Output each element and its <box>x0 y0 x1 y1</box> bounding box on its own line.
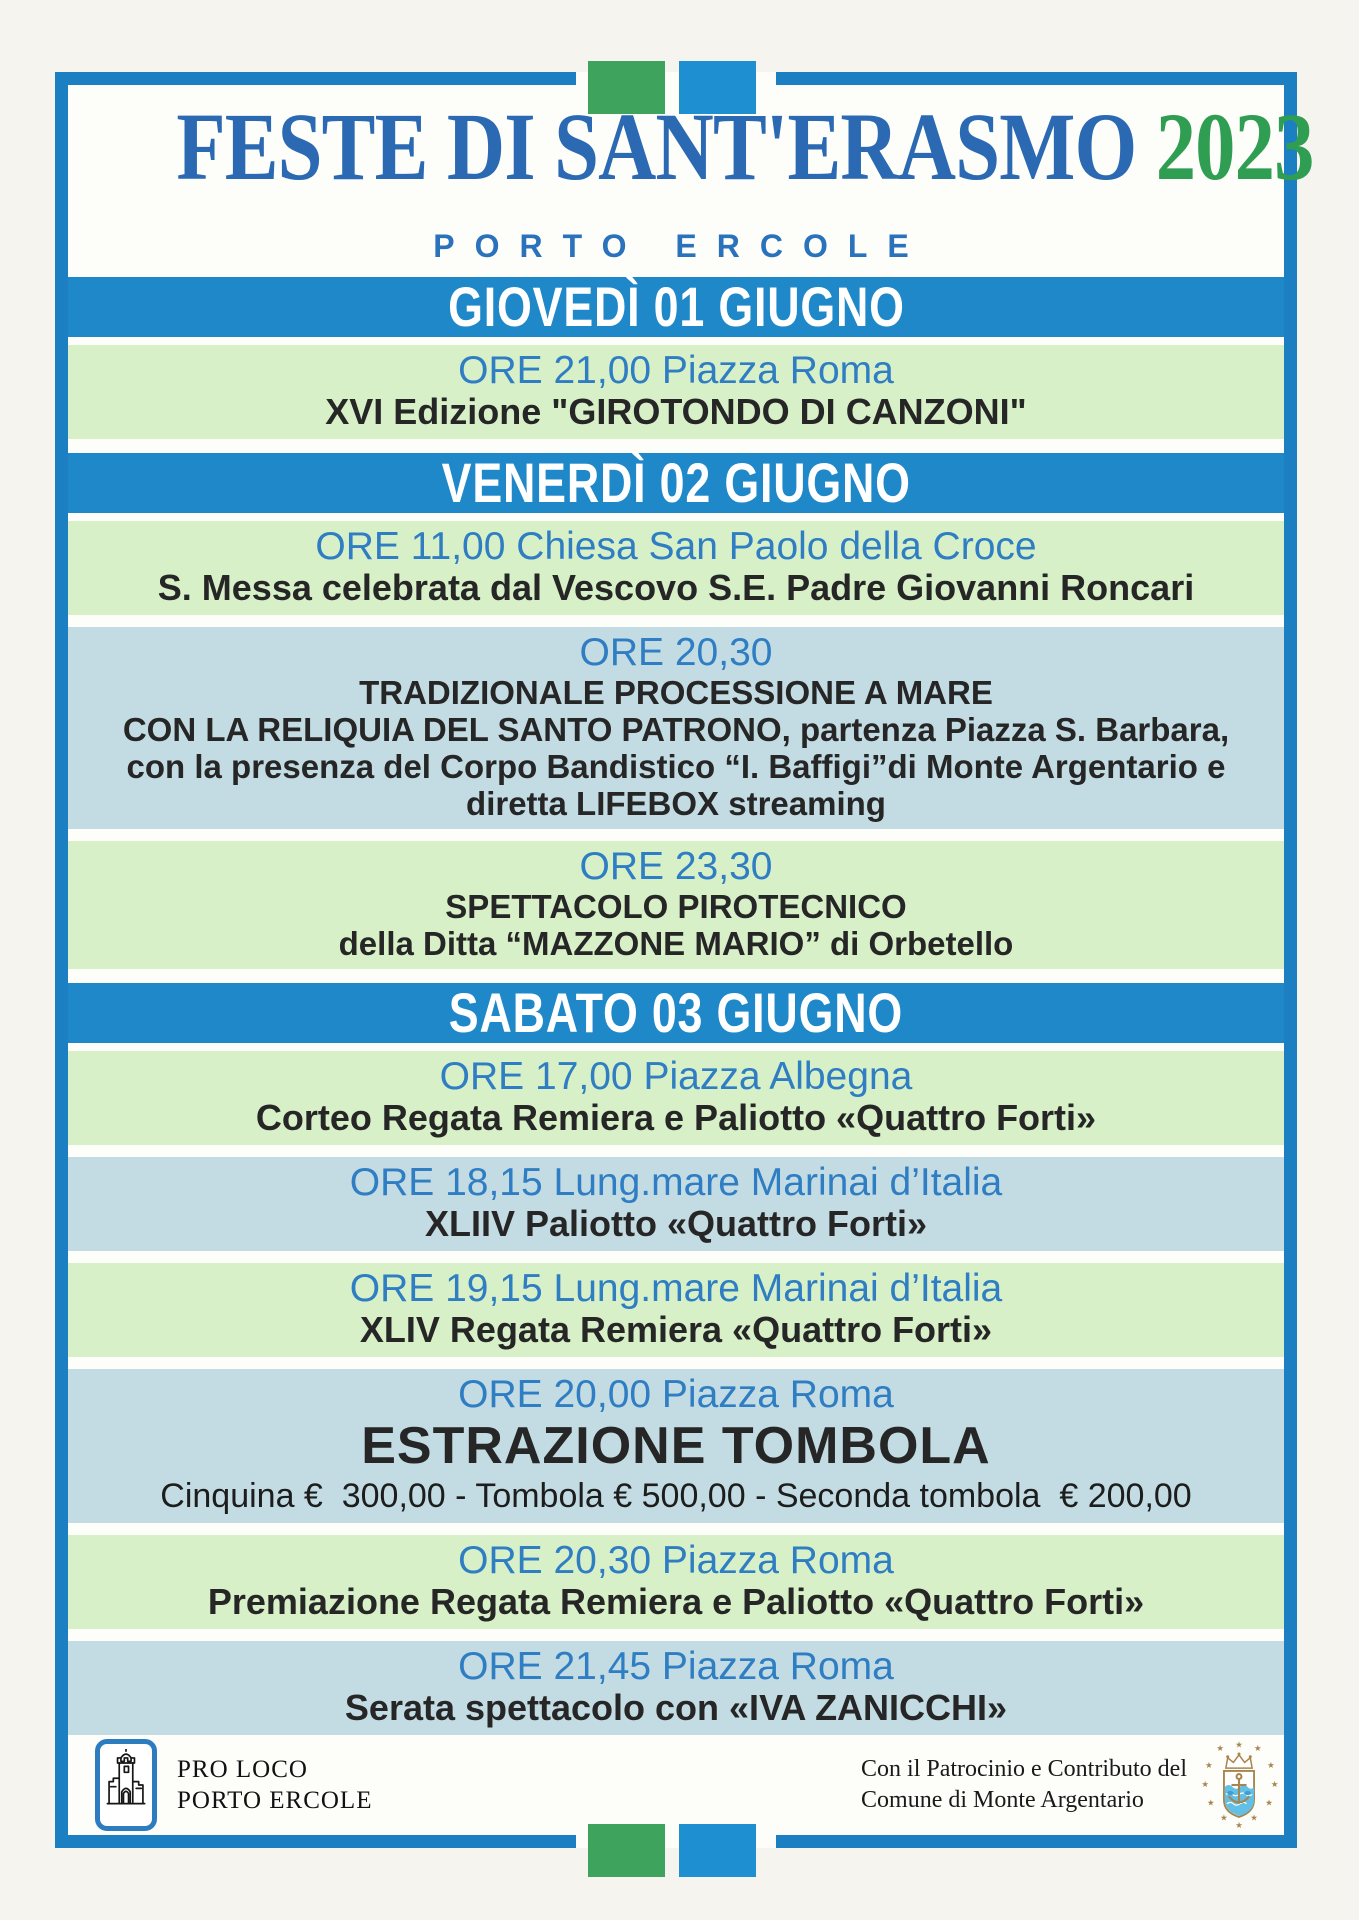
event-detail: Serata spettacolo con «IVA ZANICCHI» <box>344 1687 1008 1728</box>
svg-text:★: ★ <box>1235 1819 1243 1830</box>
org-name <box>177 1754 372 1816</box>
patronage-line2: Comune di Monte Argentario <box>861 1786 1144 1813</box>
event-time: ORE 17,00 Piazza Albegna <box>439 1055 913 1098</box>
day-band-label: VENERDÌ 02 GIUGNO <box>441 451 911 514</box>
svg-text:★: ★ <box>1207 1797 1215 1808</box>
event-row-paliotto <box>68 1157 1284 1251</box>
pro-loco-logo-frame <box>95 1739 157 1831</box>
event-detail: con la presenza del Corpo Bandistico “I. Baffigi”di Monte Argentario e <box>126 748 1226 785</box>
svg-text:★: ★ <box>1205 1759 1213 1770</box>
event-row-messa <box>68 521 1284 615</box>
poster-footer <box>95 1736 1279 1833</box>
event-row-corteo <box>68 1051 1284 1145</box>
event-row-tombola <box>68 1369 1284 1523</box>
event-time: ORE 11,00 Chiesa San Paolo della Croce <box>315 525 1037 568</box>
svg-text:★: ★ <box>1265 1797 1273 1808</box>
event-time: ORE 20,30 Piazza Roma <box>458 1539 894 1582</box>
poster-title-row <box>68 93 1314 223</box>
event-detail: TRADIZIONALE PROCESSIONE A MARE <box>359 674 993 711</box>
patronage-line1: Con il Patrocinio e Contributo del <box>861 1755 1187 1782</box>
svg-text:★: ★ <box>1250 1812 1258 1823</box>
event-detail: SPETTACOLO PIROTECNICO <box>445 888 907 925</box>
event-detail: XLIV Regata Remiera «Quattro Forti» <box>359 1309 993 1350</box>
patronage-text <box>861 1754 1187 1816</box>
svg-text:★: ★ <box>1220 1812 1228 1823</box>
poster-frame <box>55 72 1314 1848</box>
event-note: Cinquina € 300,00 - Tombola € 500,00 - Seconda tombola € 200,00 <box>160 1477 1192 1515</box>
event-detail: Corteo Regata Remiera e Paliotto «Quattro Forti» <box>255 1097 1097 1138</box>
event-detail: XVI Edizione "GIROTONDO DI CANZONI" <box>325 391 1027 432</box>
event-detail: CON LA RELIQUIA DEL SANTO PATRONO, partenza Piazza S. Barbara, <box>122 711 1230 748</box>
svg-text:★: ★ <box>1235 1738 1243 1749</box>
event-detail: della Ditta “MAZZONE MARIO” di Orbetello <box>338 925 1014 962</box>
event-row-regata <box>68 1263 1284 1357</box>
event-detail: XLIIV Paliotto «Quattro Forti» <box>424 1203 928 1244</box>
svg-text:★: ★ <box>1254 1742 1262 1753</box>
event-row-pirotecnico <box>68 841 1284 969</box>
event-time: ORE 18,15 Lung.mare Marinai d’Italia <box>349 1161 1003 1204</box>
org-name-line2: PORTO ERCOLE <box>177 1786 373 1814</box>
pro-loco-block <box>95 1739 372 1831</box>
svg-text:★: ★ <box>1201 1778 1209 1789</box>
event-row-processione <box>68 627 1284 829</box>
svg-text:★: ★ <box>1270 1778 1279 1789</box>
poster-title: FESTE DI SANT'ERASMO <box>176 93 1137 200</box>
bottom-green-square <box>588 1824 665 1877</box>
event-time: ORE 21,00 Piazza Roma <box>458 349 894 392</box>
event-row-zanicchi <box>68 1641 1284 1735</box>
event-time: ORE 20,30 <box>579 631 773 674</box>
event-headline: ESTRAZIONE TOMBOLA <box>361 1417 991 1475</box>
event-detail: diretta LIFEBOX streaming <box>466 785 886 822</box>
svg-text:★: ★ <box>1216 1742 1224 1753</box>
event-detail: Premiazione Regata Remiera e Paliotto «Quattro Forti» <box>207 1581 1145 1622</box>
coat-of-arms-icon <box>1199 1738 1279 1832</box>
day-band-venerdi <box>68 453 1284 513</box>
bottom-blue-square <box>679 1824 756 1877</box>
day-band-giovedi <box>68 277 1284 337</box>
tower-icon <box>104 1749 148 1821</box>
event-row-girotondo <box>68 345 1284 439</box>
poster-subtitle: PORTO ERCOLE <box>433 228 929 264</box>
event-detail: S. Messa celebrata dal Vescovo S.E. Padre Giovanni Roncari <box>157 567 1195 608</box>
event-time: ORE 23,30 <box>579 845 773 888</box>
day-band-label: SABATO 03 GIUGNO <box>448 981 904 1044</box>
svg-text:★: ★ <box>1267 1759 1275 1770</box>
day-band-label: GIOVEDÌ 01 GIUGNO <box>447 275 905 338</box>
event-row-premiazione <box>68 1535 1284 1629</box>
day-band-sabato <box>68 983 1284 1043</box>
event-time: ORE 19,15 Lung.mare Marinai d’Italia <box>349 1267 1003 1310</box>
poster-year: 2023 <box>1155 93 1314 200</box>
event-time: ORE 20,00 Piazza Roma <box>458 1373 894 1416</box>
event-time: ORE 21,45 Piazza Roma <box>458 1645 894 1688</box>
org-name-line1: PRO LOCO <box>177 1755 308 1783</box>
